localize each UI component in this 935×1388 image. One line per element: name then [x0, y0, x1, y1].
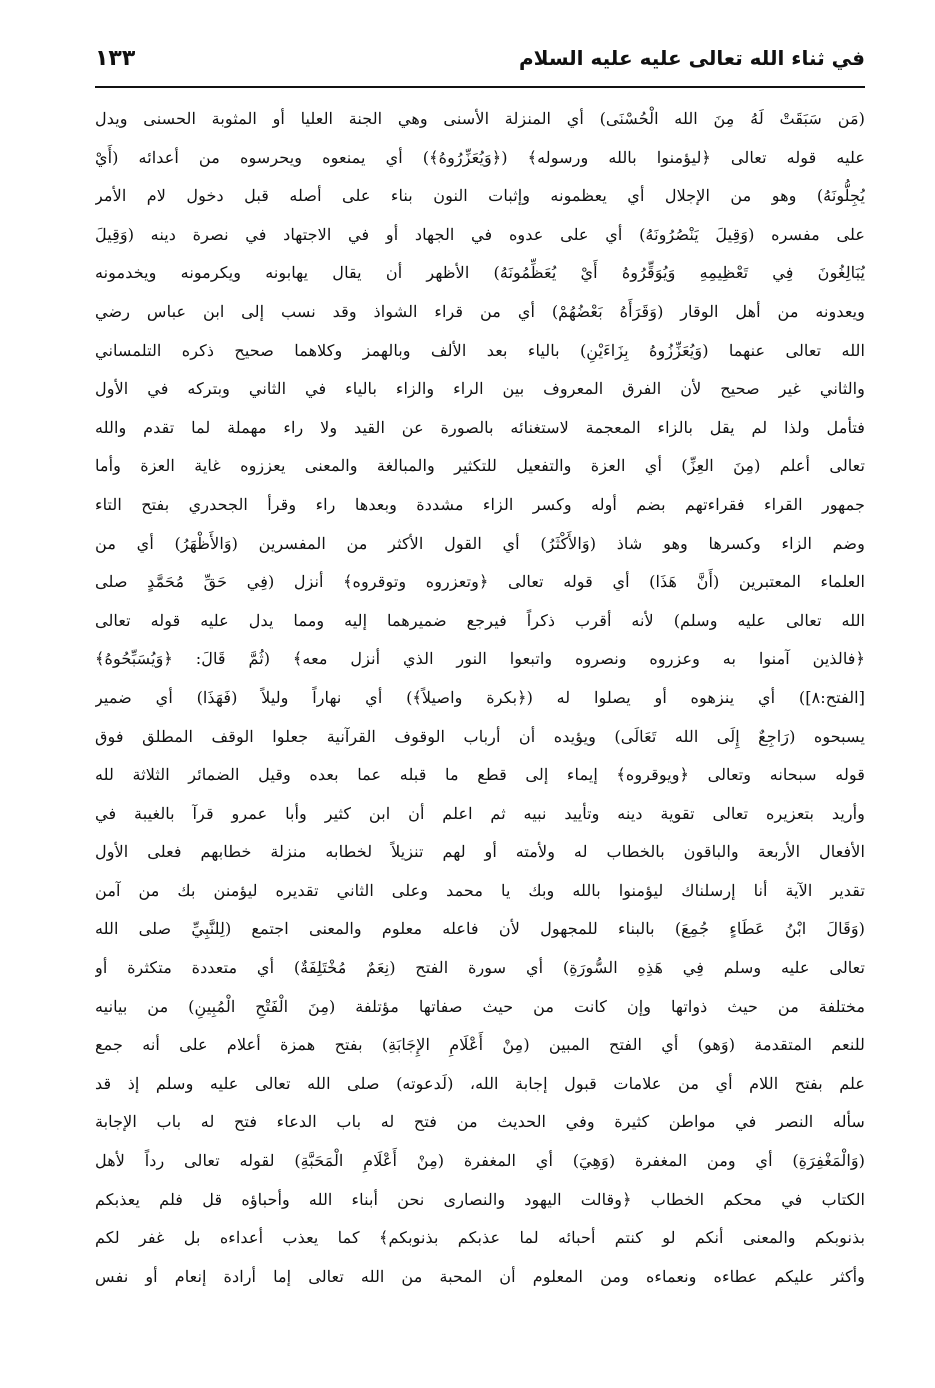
text-line: (وَقَالَ ابْنُ عَطَاءٍ جُمِعَ) بالبناء للمجهول لأن فاعله معلوم والمعنى اجتمع (لِلنَّبِيِّ صلى الله [95, 919, 865, 939]
text-line: جمهور القراء فقراءتهم بضم أوله وكسر الزاء مشددة وبعدها راء وقرأ الجحدري بفتح التاء [95, 494, 865, 514]
page-header [95, 30, 865, 88]
text-line: وضم الزاء وكسرها وهو شاذ (وَالأَكْثَرُ) أي القول الأكثر من المفسرين (وَالأَظْهَرُ) أي من [95, 533, 865, 553]
text-line: تقدير الآية أنا إرسلناك ليؤمنوا بالله وبك يا محمد وعلى الثاني تقديره ليؤمنن بك من آمن [95, 880, 865, 900]
text-line: يُجِلُّونَهُ) وهو من الإجلال أي يعظمونه وإثبات النون بناء على أصله قبل دخول لام الأمر [95, 186, 865, 206]
text-line: الأفعال الأربعة والباقون بالخطاب له ولأمته أو لهم تنزيلاً لخطابه منزلة خطابهم فعلى الأول [95, 842, 865, 862]
text-line: الكتاب في محكم الخطاب ﴿وقالت اليهود والنصارى نحن أبناء الله وأحباؤه قل فلم يعذبكم [95, 1189, 865, 1209]
text-line: تعالى أعلم (مِنَ العِزِّ) أي العزة والتفعيل للتكثير والمبالغة والمعنى يعززوه غاية العزة وأما [95, 456, 865, 476]
text-line: وأكثر عليكم عطاءه ونعماءه ومن المعلوم أن المحبة من الله تعالى إما أرادة إنعام أو نفس [95, 1266, 865, 1286]
text-line: يسبحوه (رَاجِعٌ إِلَى الله تَعَالَى) ويؤيده أن أرباب الوقوف القرآنية جعلوا الوقف المطلق فوق [95, 726, 865, 746]
text-line: والثاني غير صحيح لأن الفرق المعروف بين الراء والزاء بالياء في الثاني وبتركه في الأول [95, 379, 865, 399]
text-line: (مَن سَبَقَتْ لَهُ مِنَ الله الْحُسْنَى) أي المنزلة الأسنى وهي الجنة العليا أو المثوبة الحسنى ويدل [95, 109, 865, 128]
text-line: [الفتح:٨]) أي ينزهوه أو يصلوا له (﴿بكرة واصيلاً﴾) أي نهاراً وليلاً (فَهَذَا) أي ضمير [95, 687, 865, 707]
text-line: للنعم المتقدمة (وَهو) أي الفتح المبين (مِنْ أَعْلَامِ الإِجَابَةِ) بفتح همزة أعلام على أنه جمع [95, 1035, 865, 1055]
text-line: علم بفتح اللام أي من علامات قبول إجابة الله، (لَدعوته) صلى الله تعالى عليه وسلم إذ قد [95, 1073, 865, 1093]
text-line: فتأمل ولذا لم يقل بالزاء المعجمة لاستغنائه بالصورة عن القيد ولا راء مهملة لما تقدم والله [95, 417, 865, 437]
text-line: (وَالْمَغْفِرَةِ) أي ومن المغفرة (وَهِيَ) أي المغفرة (مِنْ أَعْلَامِ الْمَحَبَّةِ) لقوله تعالى رداً لأهل [95, 1151, 865, 1171]
text-line: ﴿فالذين آمنوا به وعزروه ونصروه واتبعوا النور الذي أنزل معه﴾ (ثُمَّ قَالَ: ﴿وَيُسَبِّحُوهُ﴾ [95, 649, 865, 669]
text-line: يُبَالِغُونَ فِي تَعْظِيمِهِ وَيُوَقِّرُوهُ أَيْ يُعَظِّمُونَهُ) الأظهر أن يقال يهابونه ويكرمونه ويخدمونه [95, 263, 865, 283]
text-line: الله تعالى عليه وسلم) لأنه أقرب ذكراً فيرجع ضميرهما إليه ومما يدل عليه قوله تعالى [95, 610, 865, 630]
running-title: في ثناء الله تعالى عليه عليه السلام [518, 46, 865, 70]
text-line: وأريد بتعزيره تعالى تقوية دينه وتأييد نبيه ثم اعلم أن ابن كثير وأبا عمرو قرآ بالغيبة في [95, 803, 865, 823]
text-line: العلماء المعتبرين (أَنَّ هَذَا) أي قوله تعالى ﴿وتعزروه وتوقروه﴾ أنزل (فِي حَقِّ مُحَمَّدٍ صلى [95, 572, 865, 592]
text-line: مختلفة من حيث ذواتها وإن كانت من حيث صفاتها مؤتلفة (مِنَ الْفَتْحِ الْمُبِينِ) من بيانيه [95, 996, 865, 1016]
text-line: قوله سبحانه وتعالى ﴿ويوقروه﴾ إيماء إلى قطع ما قبله عما بعده وقيل الضمائر الثلاثة لله [95, 765, 865, 785]
text-line: عليه قوله تعالى ﴿ليؤمنوا بالله ورسوله﴾ (﴿وَيُعَزِّرُوهُ﴾) أي يمنعوه ويحرسوه من أعدائه (أَيْ [95, 147, 865, 167]
text-line: على مفسره (وَقِيلَ يَنْصُرُونَهُ) أي على عدوه في الجهاد أو في الاجتهاد في نصرة دينه (وَقِيلَ [95, 224, 865, 244]
body-text [95, 100, 865, 1296]
text-line: ويعدونه من أهل الوقار (وَقَرَأَهُ بَعْضُهُمْ) أي من قراء الشواذ وقد نسب إلى ابن عباس رضي [95, 301, 865, 321]
text-line: بذنوبكم والمعنى أنكم لو كنتم أحبائه لما عذبكم بذنوبكم﴾ كما يعذب أعداءه بل غفر لكم [95, 1228, 865, 1248]
text-line: تعالى عليه وسلم فِي هَذِهِ السُّورَةِ) أي سورة الفتح (نِعَمٌ مُخْتَلِفَةٌ) أي متعددة متكثرة أو [95, 958, 865, 978]
page-number: ١٣٣ [95, 45, 136, 71]
text-line: الله تعالى عنهما (وَيُعَزِّزُوهُ بِزَاءَيْنِ) بالياء بعد الألف وبالهمز وكلاهما صحيح ذكره التلمساني [95, 340, 865, 360]
text-line: سأله النصر في مواطن كثيرة وفي الحديث من فتح له باب الدعاء فتح له باب الإجابة [95, 1112, 865, 1132]
